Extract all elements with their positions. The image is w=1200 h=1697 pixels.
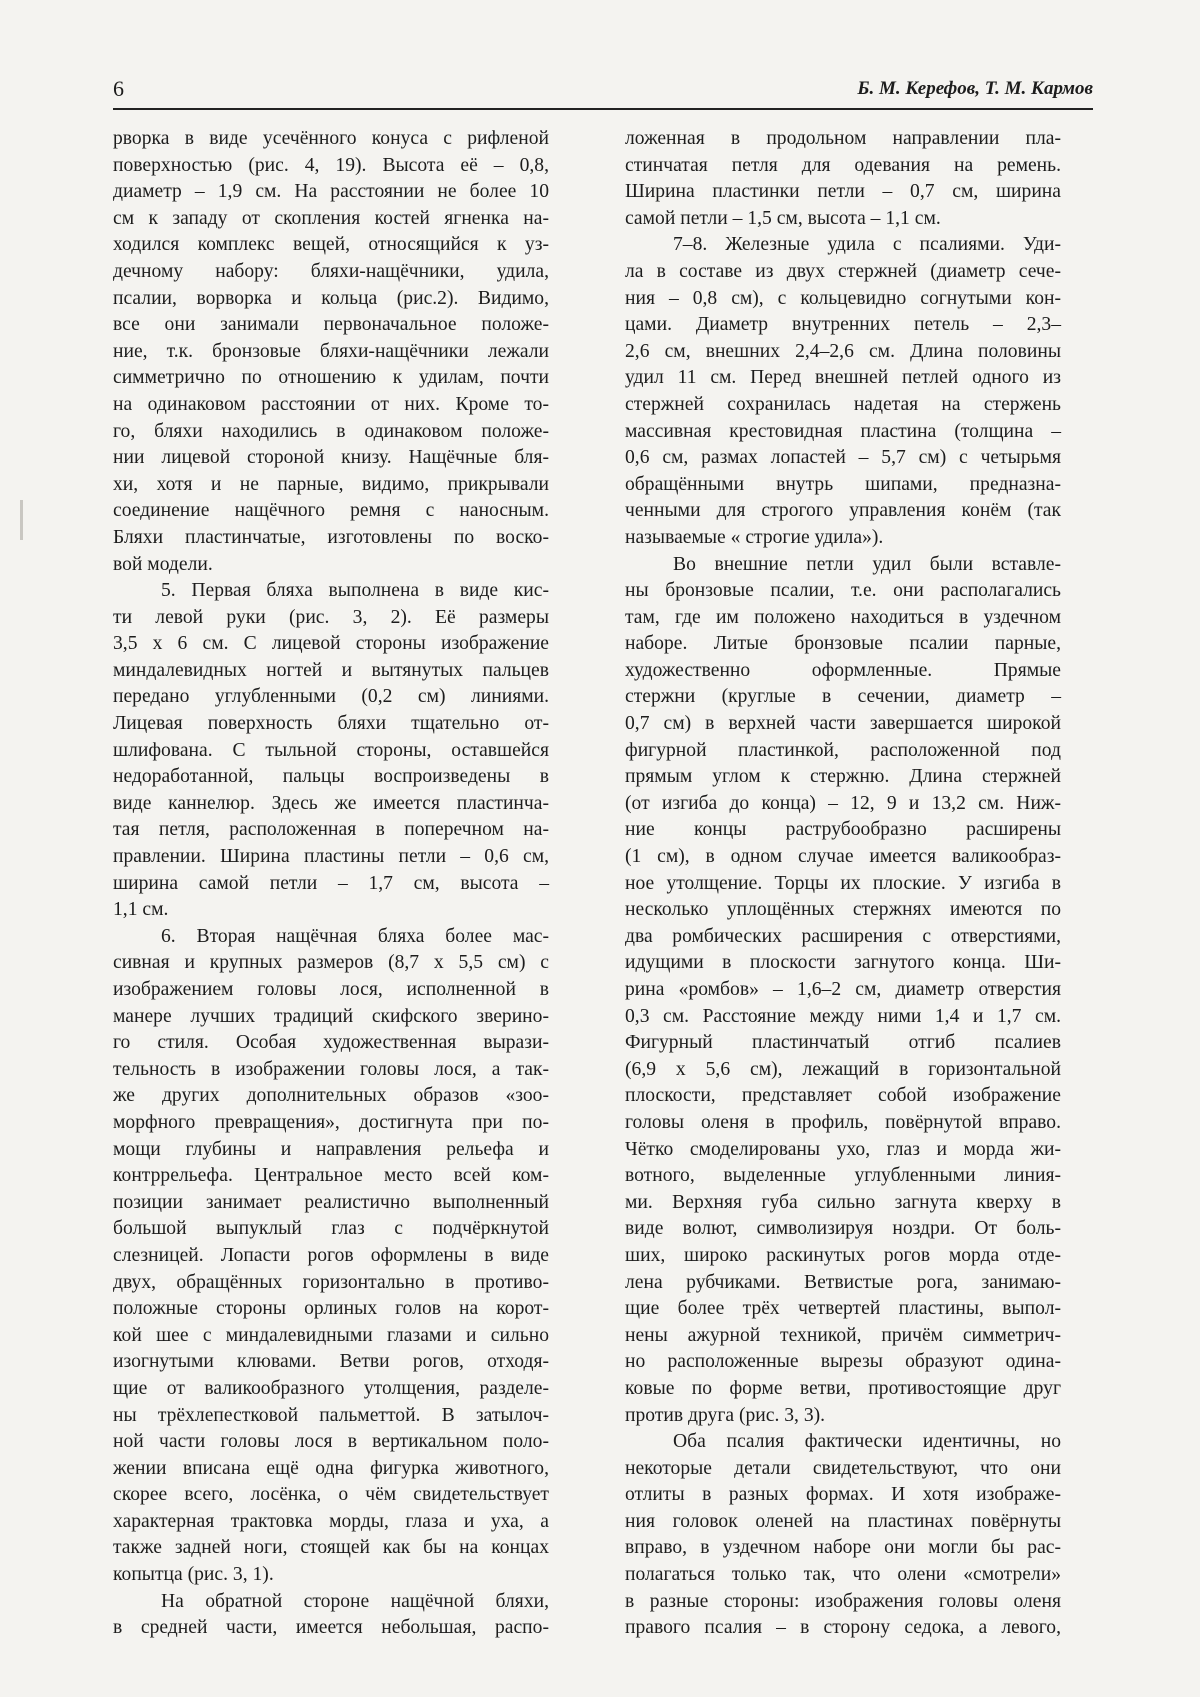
text-line: стержней сохранилась надетая на стержень xyxy=(625,393,1061,415)
text-line: ложенная в продольном направлении пла- xyxy=(625,128,1061,149)
text-line: ковые по форме ветви, противостоящие друг xyxy=(625,1377,1061,1399)
text-line: симметрично по отношению к удилам, почти xyxy=(113,367,549,389)
text-line: наборе. Литые бронзовые псалии парные, xyxy=(625,633,1061,655)
text-line: тая петля, расположенная в поперечном на- xyxy=(113,819,549,841)
text-line: полагаться только так, что олени «смотрели» xyxy=(625,1564,1061,1586)
text-line: двух, обращённых горизонтально в противо- xyxy=(113,1271,549,1293)
text-line: художественно оформленные. Прямые xyxy=(625,659,1061,681)
text-line: плоскости, представляет собой изображение xyxy=(625,1085,1061,1107)
text-line: массивная крестовидная пластина (толщина – xyxy=(625,420,1061,442)
text-line: но расположенные вырезы образуют одина- xyxy=(625,1351,1061,1373)
text-line: контррельефа. Центральное место всей ком- xyxy=(113,1165,549,1187)
text-line: 5. Первая бляха выполнена в виде кис- xyxy=(161,580,549,602)
text-line: соединение нащёчного ремня с наносным. xyxy=(113,500,549,522)
text-line: также задней ноги, стоящей как бы на концах xyxy=(113,1537,549,1559)
text-line: недоработанной, пальцы воспроизведены в xyxy=(113,766,549,788)
page-header xyxy=(113,72,1093,110)
text-line: кой шее с миндалевидными глазами и сильно xyxy=(113,1324,549,1346)
text-line: ние концы раструбообразно расширены xyxy=(625,819,1061,841)
text-line: Бляхи пластинчатые, изготовлены по воско- xyxy=(113,526,549,548)
text-line: виде каннелюр. Здесь же имеется пластинча- xyxy=(113,792,549,814)
text-line: называемые « строгие удила»). xyxy=(625,526,884,548)
text-line: самой петли – 1,5 см, высота – 1,1 см. xyxy=(625,207,941,229)
text-line: ми. Верхняя губа сильно загнута кверху в xyxy=(625,1191,1061,1213)
text-line: вотного, выделенные углубленными линия- xyxy=(625,1165,1061,1187)
text-line: поверхностью (рис. 4, 19). Высота её – 0,8, xyxy=(113,154,549,176)
text-line: ны бронзовые псалии, т.е. они располагались xyxy=(625,580,1061,602)
text-line: 3,5 х 6 см. С лицевой стороны изображение xyxy=(113,633,549,655)
text-line: отлиты в разных формах. И хотя изображе- xyxy=(625,1484,1061,1506)
text-line: идущими в плоскости загнутого конца. Ши- xyxy=(625,952,1061,974)
text-line: же других дополнительных образов «зоо- xyxy=(113,1085,549,1107)
text-line: на одинаковом расстоянии от них. Кроме то- xyxy=(113,393,549,415)
text-line: Лицевая поверхность бляхи тщательно от- xyxy=(113,713,549,735)
text-line: псалии, ворворка и кольца (рис.2). Видимо, xyxy=(113,287,549,309)
text-line: (от изгиба до конца) – 12, 9 и 13,2 см. Ниж- xyxy=(625,792,1061,814)
text-line: там, где им положено находиться в уздечном xyxy=(625,606,1061,628)
text-line: цами. Диаметр внутренних петель – 2,3– xyxy=(625,314,1061,336)
text-line: Ширина пластинки петли – 0,7 см, ширина xyxy=(625,181,1061,203)
page-number: 6 xyxy=(113,76,124,101)
text-line: изогнутыми клювами. Ветви рогов, отходя- xyxy=(113,1351,549,1373)
text-line: характерная трактовка морды, глаза и уха, а xyxy=(113,1510,549,1532)
left-text-column xyxy=(113,126,549,1642)
text-line: мощи глубины и направления рельефа и xyxy=(113,1138,549,1160)
text-line: рина «ромбов» – 1,6–2 см, диаметр отверстия xyxy=(625,979,1061,1000)
text-line: На обратной стороне нащёчной бляхи, xyxy=(161,1590,549,1612)
text-line: положные стороны орлиных голов на корот- xyxy=(113,1298,549,1320)
text-line: диаметр – 1,9 см. На расстоянии не более 10 xyxy=(113,181,549,203)
text-line: (1 см), в одном случае имеется валикообраз- xyxy=(625,846,1061,868)
text-line: 0,3 см. Расстояние между ними 1,4 и 1,7 см. xyxy=(625,1005,1061,1027)
text-line: Фигурный пластинчатый отгиб псалиев xyxy=(625,1032,1061,1054)
text-line: обращёнными внутрь шипами, предназна- xyxy=(625,473,1061,495)
text-line: стинчатая петля для одевания на ремень. xyxy=(625,154,1061,176)
text-line: в средней части, имеется небольшая, распо- xyxy=(113,1617,549,1639)
text-line: рворка в виде усечённого конуса с рифленой xyxy=(113,128,549,149)
text-line: скорее всего, лосёнка, о чём свидетельствует xyxy=(113,1484,549,1506)
text-line: тельность в изображении головы лося, а так- xyxy=(113,1058,549,1080)
text-line: манере лучших традиций скифского зверино- xyxy=(113,1005,549,1027)
text-line: некоторые детали свидетельствуют, что они xyxy=(625,1457,1061,1479)
text-line: ной части головы лося в вертикальном поло- xyxy=(113,1431,549,1453)
text-line: ти левой руки (рис. 3, 2). Её размеры xyxy=(113,606,549,628)
text-line: все они занимали первоначальное положе- xyxy=(113,314,549,336)
scan-margin-mark xyxy=(20,500,23,540)
text-line: морфного превращения», достигнута при по- xyxy=(113,1111,549,1133)
text-line: ния головок оленей на пластинах повёрнуты xyxy=(625,1510,1061,1532)
text-line: го, бляхи находились в одинаковом положе- xyxy=(113,420,549,442)
right-text-column xyxy=(625,126,1061,1642)
text-line: виде волют, символизируя ноздри. От боль- xyxy=(625,1218,1061,1240)
text-line: 1,1 см. xyxy=(113,899,169,921)
text-line: Чётко смоделированы ухо, глаз и морда жи- xyxy=(625,1138,1061,1160)
text-line: миндалевидных ногтей и вытянутых пальцев xyxy=(113,659,549,681)
text-line: вой модели. xyxy=(113,553,213,575)
text-line: удил 11 см. Перед внешней петлей одного из xyxy=(625,367,1061,389)
text-line: в разные стороны: изображения головы оленя xyxy=(625,1590,1061,1612)
text-line: 6. Вторая нащёчная бляха более мас- xyxy=(161,925,549,947)
text-line: жении вписана ещё одна фигурка животного, xyxy=(113,1457,549,1479)
text-line: против друга (рис. 3, 3). xyxy=(625,1404,826,1426)
text-line: несколько уплощённых стержнях имеются по xyxy=(625,899,1061,921)
text-line: изображением головы лося, исполненной в xyxy=(113,979,549,1000)
text-line: вправо, в уздечном наборе они могли бы рас- xyxy=(625,1537,1061,1559)
text-line: 2,6 см, внешних 2,4–2,6 см. Длина половины xyxy=(625,340,1061,362)
text-line: щие более трёх четвертей пластины, выпол- xyxy=(625,1298,1061,1320)
text-line: см к западу от скопления костей ягненка на- xyxy=(113,207,549,229)
text-line: нены ажурной техникой, причём симметрич- xyxy=(625,1324,1061,1346)
text-line: щие от валикообразного утолщения, разделе- xyxy=(113,1377,549,1399)
text-line: хи, хотя и не парные, видимо, прикрывали xyxy=(113,473,549,495)
text-line: Оба псалия фактически идентичны, но xyxy=(673,1431,1061,1453)
running-head-authors: Б. М. Керефов, Т. М. Кармов xyxy=(857,78,1093,99)
text-line: копытца (рис. 3, 1). xyxy=(113,1564,274,1586)
text-line: передано углубленными (0,2 см) линиями. xyxy=(113,686,549,708)
text-line: лена рубчиками. Ветвистые рога, занимаю- xyxy=(625,1271,1061,1293)
text-line: правого псалия – в сторону седока, а левого, xyxy=(625,1617,1061,1639)
text-line: шлифована. С тыльной стороны, оставшейся xyxy=(113,739,549,761)
text-line: ших, широко раскинутых рогов морда отде- xyxy=(625,1244,1061,1266)
text-line: два ромбических расширения с отверстиями, xyxy=(625,925,1061,947)
text-line: слезницей. Лопасти рогов оформлены в виде xyxy=(113,1244,549,1266)
text-line: сивная и крупных размеров (8,7 х 5,5 см) с xyxy=(113,952,549,974)
text-line: ния – 0,8 см), с кольцевидно согнутыми кон- xyxy=(625,287,1061,309)
text-line: ширина самой петли – 1,7 см, высота – xyxy=(113,872,549,894)
text-line: стержни (круглые в сечении, диаметр – xyxy=(625,686,1061,708)
text-line: позиции занимает реалистично выполненный xyxy=(113,1191,549,1213)
text-line: ное утолщение. Торцы их плоские. У изгиба в xyxy=(625,872,1061,894)
text-line: го стиля. Особая художественная вырази- xyxy=(113,1032,549,1054)
text-line: правлении. Ширина пластины петли – 0,6 см, xyxy=(113,846,549,868)
text-line: ны трёхлепестковой пальметтой. В затылоч- xyxy=(113,1404,549,1426)
text-line: большой выпуклый глаз с подчёркнутой xyxy=(113,1218,549,1240)
text-line: (6,9 х 5,6 см), лежащий в горизонтальной xyxy=(625,1058,1061,1080)
text-line: ходился комплекс вещей, относящийся к уз- xyxy=(113,234,549,256)
text-line: головы оленя в профиль, повёрнутой вправо. xyxy=(625,1111,1061,1133)
text-line: 0,6 см, размах лопастей – 5,7 см) с четырьмя xyxy=(625,447,1061,469)
text-line: ла в составе из двух стержней (диаметр сече- xyxy=(625,260,1061,282)
text-line: прямым углом к стержню. Длина стержней xyxy=(625,766,1061,788)
text-line: ченными для строгого управления конём (так xyxy=(625,500,1061,522)
text-line: дечному набору: бляхи-нащёчники, удила, xyxy=(113,260,549,282)
text-line: 0,7 см) в верхней части завершается широкой xyxy=(625,713,1061,735)
text-line: 7–8. Железные удила с псалиями. Уди- xyxy=(673,234,1061,256)
text-line: нии лицевой стороной книзу. Нащёчные бля- xyxy=(113,447,549,469)
text-line: ние, т.к. бронзовые бляхи-нащёчники лежали xyxy=(113,340,549,362)
text-line: Во внешние петли удил были вставле- xyxy=(673,553,1061,575)
text-line: фигурной пластинкой, расположенной под xyxy=(625,739,1061,761)
